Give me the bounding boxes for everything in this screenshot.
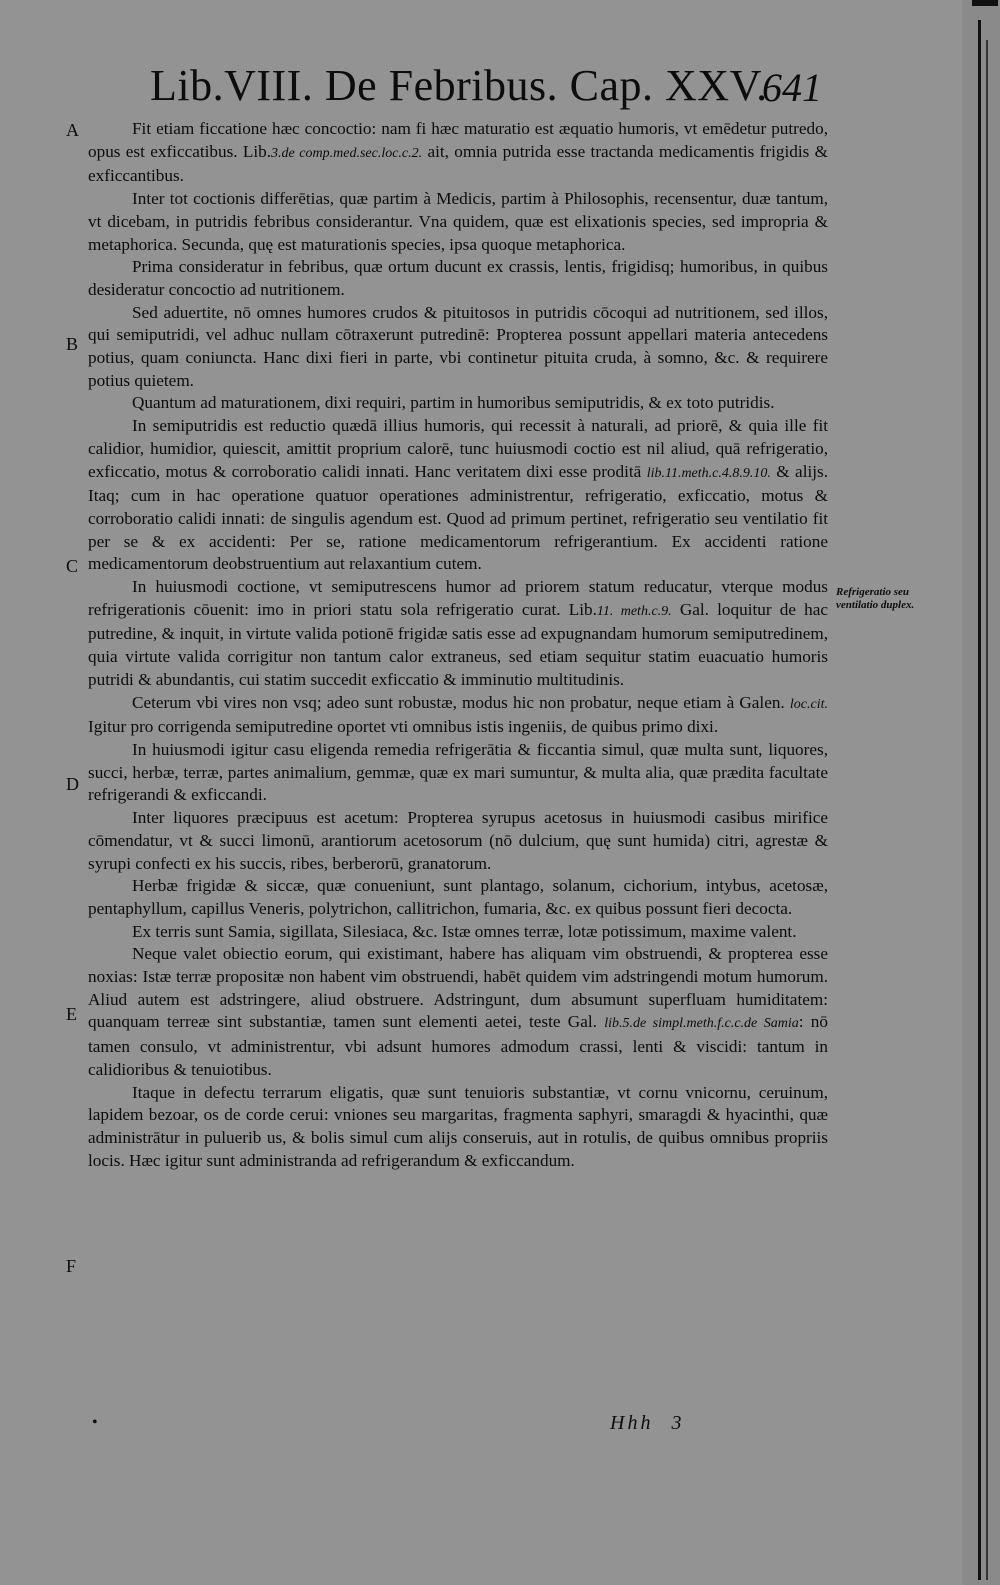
paragraph <box>88 256 828 301</box>
citation: lib.11.meth.c.4.8.9.10. <box>646 465 771 481</box>
page-number: 641 <box>762 65 822 110</box>
header-title: Lib.VIII. De Febribus. Cap. XXV. <box>150 61 768 110</box>
text-run: Sed aduertite, nō omnes humores crudos & pituitosos in putridis cōcoqui ad nutritionem, sed illos, qui semiputridi, vel adhuc nullam cōtraxerunt putredinē: Propterea possunt appellari materia antecedens potius, quam coniuncta. Hanc dixi fieri in parte, vbi continetur pituita cruda, à somno, &c. & requirere potius quietem. <box>88 302 828 390</box>
paragraph <box>88 392 828 415</box>
text-run: ait, omnia putrida esse tractanda medicamentis frigidis & exficcantibus. <box>88 141 828 186</box>
text-run: : nō tamen consulo, vt administrentur, vbi adsunt humores admodum crassi, lenti & viscidi: tantum in calidioribus & tenuiotibus. <box>88 1012 828 1079</box>
signature-number: 3 <box>671 1412 685 1434</box>
paragraph <box>88 1082 828 1173</box>
page-edge-binding <box>962 0 1000 1585</box>
margin-letter-c: C <box>66 556 79 576</box>
text-run: Inter liquores præcipuus est acetum: Propterea syrupus acetosus in huiusmodi casibus mirifice cōmendatur, vt & succi limonū, arantiorum acetosorum (nō dulcium, quę sunt humida) citri, agrestæ & syrupi confecti ex his succis, ribes, berberorū, granatorum. <box>88 808 828 873</box>
paragraph <box>88 302 828 393</box>
paragraph <box>88 943 828 1081</box>
text-run: In huiusmodi igitur casu eligenda remedia refrigerātia & ficcantia simul, quæ multa sunt, liquores, succi, herbæ, terræ, partes animalium, gemmæ, quæ ex mari sumuntur, & multa alia, quæ prædita facultate refrigerandi & exficcandi. <box>88 739 828 805</box>
text-run: Quantum ad maturationem, dixi requiri, partim in humoribus semiputridis, & ex toto putridis. <box>132 393 775 413</box>
margin-letter-d: D <box>66 774 79 794</box>
running-header <box>150 60 830 112</box>
citation: loc.cit. <box>789 696 828 712</box>
text-run: Ex terris sunt Samia, sigillata, Silesiaca, &c. Istæ omnes terræ, lotæ potissimum, maxime valent. <box>132 921 797 941</box>
text-run: Gal. loquitur de hac putredine, & inquit, in virtute valida potionē frigidæ satis esse ad expugnandam humorum semiputredinem, quia virtute valida corrigitur non tantum calor extraneus, sed etiam sequitur statim euacuatio humoris putridi & abundantis, cui statim succedit exficcatio & imminutio multitudinis. <box>88 599 829 689</box>
signature-mark <box>610 1412 684 1435</box>
paragraph <box>88 118 828 188</box>
citation: lib.5.de simpl.meth.f.c.c.de Samia <box>604 1016 799 1032</box>
text-run: Inter tot coctionis differētias, quæ partim à Medicis, partim à Philosophis, recensentur, duæ tantum, vt dicebam, in putridis febribus considerantur. Vna quidem, quæ est elixationis species, sed impropria & metaphorica. Secunda, quę est maturationis species, ipsa quoque metaphorica. <box>88 189 828 254</box>
paragraph <box>88 692 828 739</box>
paragraph <box>88 415 828 576</box>
paragraph <box>88 875 828 920</box>
margin-letter-b: B <box>66 334 79 354</box>
paragraph <box>88 576 828 692</box>
text-run: Prima consideratur in febribus, quæ ortum ducunt ex crassis, lentis, frigidisq; humoribus, in quibus desideratur concoctio ad nutritionem. <box>88 257 828 299</box>
text-run: In huiusmodi coctione, vt semiputrescens humor ad priorem statum reducatur, vterque modus refrigerationis cōuenit: imo in priori statu sola refrigeratio curat. Lib. <box>88 577 828 619</box>
text-run: & alijs. Itaq; cum in hac operatione quatuor operationes administrentur, refrigeratio, exficcatio, motus & corroboratio calidi innati: de singulis agendum est. Quod ad primum pertinet, refrigeratio seu ventilatio fit per se & ex accidenti: Per se, ratione medicamentorum refrigerantium. Ex accidenti ratione medicamentorum deobstruentium aut relaxantium cutem. <box>88 461 828 574</box>
text-run: Ceterum vbi vires non vsq; adeo sunt robustæ, modus hic non probatur, neque etiam à Galen. <box>132 692 790 712</box>
body-text <box>88 118 828 1172</box>
text-run: Herbæ frigidæ & siccæ, quæ conueniunt, sunt plantago, solanum, cichorium, intybus, acetosæ, pentaphyllum, capillus Veneris, polytrichon, callitrichon, fumaria, &c. ex quibus possunt fieri decocta. <box>88 876 828 918</box>
marginal-note: Refrigeratio seu ventilatio duplex. <box>836 586 915 611</box>
citation: 3.de comp.med.sec.loc.c.2. <box>271 145 423 161</box>
ink-dot: • <box>92 1414 98 1431</box>
text-run: In semiputridis est reductio quædā illius humoris, qui recessit à naturali, ad priorē, & quia ille fit calidior, humidior, quiescit, amittit proprium calorē, tunc huiusmodi coctio est nil aliud, quā refrigeratio, exficcatio, motus & corroboratio calidi innati. Hanc veritatem dixi esse proditā <box>88 416 828 481</box>
text-run: Neque valet obiectio eorum, qui existimant, habere has aliquam vim obstruendi, & propterea esse noxias: Istæ terræ propositæ non habent vim obstruendi, habēt quidem vim adstringendi motum humorum. Aliud autem est adstringere, aliud obstruere. Adstringunt, dum absumunt superfluam humiditatem: quanquam terreæ sint substantiæ, tamen sunt elementi aetei, teste Gal. <box>88 944 828 1032</box>
text-run: Igitur pro corrigenda semiputredine oportet vti omnibus istis ingeniis, de quibus primo dixi. <box>88 717 719 737</box>
margin-letter-e: E <box>66 1004 77 1024</box>
margin-letter-f: F <box>66 1256 77 1276</box>
text-run: Fit etiam ficcatione hæc concoctio: nam fi hæc maturatio est æquatio humoris, vt emēdetur putredo, opus est exficcatibus. Lib. <box>88 119 828 161</box>
signature-letters: Hhh <box>610 1412 654 1434</box>
paragraph <box>88 807 828 875</box>
text-run: Itaque in defectu terrarum eligatis, quæ sunt tenuioris substantiæ, vt cornu vnicornu, ceruinum, lapidem bezoar, os de corde cerui: vniones seu margaritas, fragmenta saphyri, smaragdi & hyacinthi, quæ administrātur in puluerib us, & bolis simul cum alijs conseruis, aut in rotulis, de quibus omnibus propriis locis. Hæc igitur sunt administranda ad refrigerandum & exficcandum. <box>88 1082 828 1170</box>
citation: 11. meth.c.9. <box>596 603 672 619</box>
paragraph <box>88 921 828 944</box>
paragraph <box>88 739 828 807</box>
paragraph <box>88 188 828 256</box>
margin-letter-a: A <box>66 120 79 140</box>
